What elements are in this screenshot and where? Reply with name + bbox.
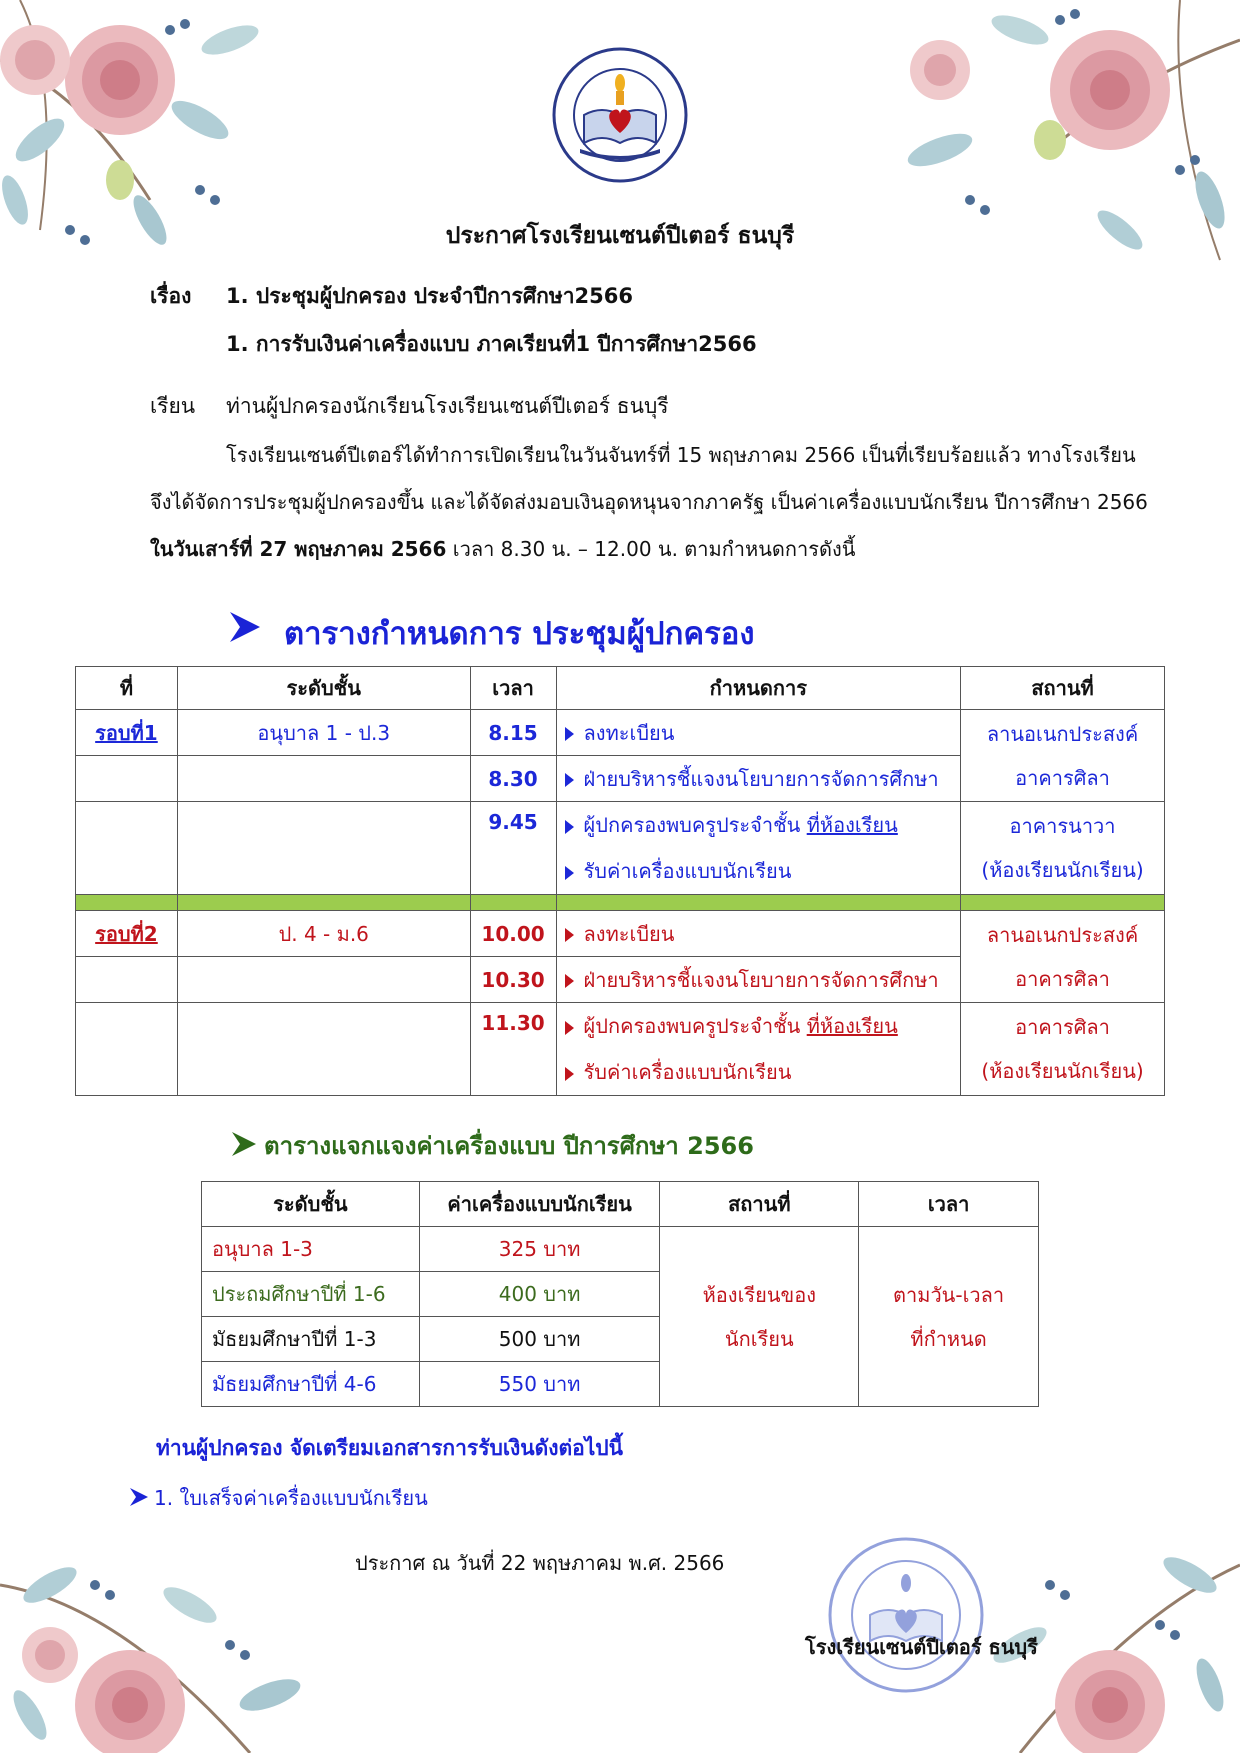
empty-cell <box>177 802 470 895</box>
fee-cell: 550 บาท <box>419 1362 660 1407</box>
time-cell: 11.30 <box>470 1003 556 1096</box>
meeting-schedule-table <box>75 666 1165 1096</box>
empty-cell <box>177 957 470 1003</box>
place-text: อาคารศิลา <box>1015 966 1110 991</box>
col-header-no: ที่ <box>76 667 178 710</box>
place-text: (ห้องเรียนนักเรียน) <box>981 1059 1144 1083</box>
empty-cell <box>76 756 178 802</box>
table-header-row <box>202 1182 1039 1227</box>
fee-cell: 325 บาท <box>419 1227 660 1272</box>
triangle-bullet-icon <box>565 1021 574 1035</box>
place-cell <box>961 710 1165 802</box>
time-cell: 10.00 <box>470 911 556 957</box>
fee-cell: 500 บาท <box>419 1317 660 1362</box>
time-text: ที่กำหนด <box>910 1326 987 1351</box>
announce-date: ประกาศ ณ วันที่ 22 พฤษภาคม พ.ศ. 2566 <box>355 1551 725 1575</box>
triangle-bullet-icon <box>565 866 574 880</box>
arrow-right-icon <box>228 610 262 644</box>
uniform-fee-table <box>201 1181 1039 1407</box>
separator-row <box>76 895 1165 911</box>
triangle-bullet-icon <box>565 928 574 942</box>
agenda-cell <box>556 756 961 802</box>
agenda-text-underline: ที่ห้องเรียน <box>806 1014 898 1038</box>
uniform-time-cell <box>859 1227 1039 1407</box>
uniform-heading <box>230 1126 754 1165</box>
col-header-place: สถานที่ <box>961 667 1165 710</box>
agenda-text: ผู้ปกครองพบครูประจำชั้น <box>583 813 807 837</box>
place-text: (ห้องเรียนนักเรียน) <box>981 858 1144 882</box>
round-1-level: อนุบาล 1 - ป.3 <box>177 710 470 756</box>
level-cell: มัธยมศึกษาปีที่ 1-3 <box>202 1317 420 1362</box>
body-text-2: เวลา 8.30 น. – 12.00 น. ตามกำหนดการดังนี้ <box>446 537 856 561</box>
col-header-level: ระดับชั้น <box>177 667 470 710</box>
table-row <box>76 710 1165 756</box>
col-header-level: ระดับชั้น <box>202 1182 420 1227</box>
page-title: ประกาศโรงเรียนเซนต์ปีเตอร์ ธนบุรี <box>445 223 795 249</box>
school-stamp <box>826 1535 986 1695</box>
col-header-time: เวลา <box>859 1182 1039 1227</box>
triangle-bullet-icon <box>565 820 574 834</box>
time-cell: 10.30 <box>470 957 556 1003</box>
time-text: ตามวัน-เวลา <box>893 1282 1005 1307</box>
table-row <box>202 1227 1039 1272</box>
table-header-row <box>76 667 1165 710</box>
empty-cell <box>177 1003 470 1096</box>
arrow-right-icon <box>128 1486 150 1508</box>
agenda-text: ลงทะเบียน <box>583 921 675 946</box>
col-header-time: เวลา <box>470 667 556 710</box>
table-row <box>76 911 1165 957</box>
agenda-cell <box>556 911 961 957</box>
col-header-fee: ค่าเครื่องแบบนักเรียน <box>419 1182 660 1227</box>
triangle-bullet-icon <box>565 727 574 741</box>
place-cell <box>961 1003 1165 1096</box>
empty-cell <box>76 1003 178 1096</box>
level-cell: ประถมศึกษาปีที่ 1-6 <box>202 1272 420 1317</box>
subject-item-2: 1. การรับเงินค่าเครื่องแบบ ภาคเรียนที่1 ปีการศึกษา2566 <box>226 332 757 356</box>
agenda-text: รับค่าเครื่องแบบนักเรียน <box>583 1060 792 1084</box>
uniform-heading-text: ตารางแจกแจงค่าเครื่องแบบ ปีการศึกษา 2566 <box>264 1132 754 1160</box>
col-header-agenda: กำหนดการ <box>556 667 961 710</box>
arrow-right-icon <box>230 1130 258 1158</box>
fee-cell: 400 บาท <box>419 1272 660 1317</box>
salutation-label: เรียน <box>150 394 196 418</box>
body-text-1: โรงเรียนเซนต์ปีเตอร์ได้ทำการเปิดเรียนในวันจันทร์ที่ 15 พฤษภาคม 2566 เป็นที่เรียบร้อยแล้ว ทางโรงเรียนจึงได้จัดการประชุมผู้ปกครองขึ้น และได้จัดส่งมอบเงินอุดหนุนจากภาครัฐ เป็นค่าเครื่องแบบนักเรียน ปีการศึกษา 2566 <box>150 443 1148 514</box>
triangle-bullet-icon <box>565 974 574 988</box>
body-paragraph <box>150 432 1155 573</box>
place-text: ลานอเนกประสงค์ <box>986 922 1139 947</box>
agenda-cell <box>556 957 961 1003</box>
school-logo <box>550 45 690 185</box>
empty-cell <box>76 802 178 895</box>
triangle-bullet-icon <box>565 773 574 787</box>
place-cell <box>961 911 1165 1003</box>
agenda-cell <box>556 802 961 895</box>
documents-item-text: 1. ใบเสร็จค่าเครื่องแบบนักเรียน <box>154 1486 428 1510</box>
place-text: ห้องเรียนของ <box>702 1282 816 1307</box>
place-text: อาคารศิลา <box>1015 765 1110 790</box>
empty-cell <box>76 957 178 1003</box>
schedule-heading <box>228 608 755 658</box>
round-2-label: รอบที่2 <box>76 911 178 957</box>
place-text: นักเรียน <box>724 1326 794 1351</box>
floral-decoration-bottom-left <box>0 1545 330 1753</box>
table-row <box>76 1003 1165 1096</box>
level-cell: อนุบาล 1-3 <box>202 1227 420 1272</box>
agenda-text: รับค่าเครื่องแบบนักเรียน <box>583 859 792 883</box>
table-row <box>76 802 1165 895</box>
place-text: ลานอเนกประสงค์ <box>986 721 1139 746</box>
col-header-place: สถานที่ <box>660 1182 859 1227</box>
round-1-label: รอบที่1 <box>76 710 178 756</box>
level-cell: มัธยมศึกษาปีที่ 4-6 <box>202 1362 420 1407</box>
agenda-text: ผู้ปกครองพบครูประจำชั้น <box>583 1014 807 1038</box>
agenda-cell <box>556 710 961 756</box>
salutation-text: ท่านผู้ปกครองนักเรียนโรงเรียนเซนต์ปีเตอร์ ธนบุรี <box>226 394 669 418</box>
place-text: อาคารศิลา <box>1015 1015 1110 1039</box>
time-cell: 9.45 <box>470 802 556 895</box>
documents-heading: ท่านผู้ปกครอง จัดเตรียมเอกสารการรับเงินดังต่อไปนี้ <box>156 1436 623 1460</box>
agenda-text: ลงทะเบียน <box>583 720 675 745</box>
agenda-text: ฝ่ายบริหารชี้แจงนโยบายการจัดการศึกษา <box>583 967 939 992</box>
round-2-level: ป. 4 - ม.6 <box>177 911 470 957</box>
body-text-bold: ในวันเสาร์ที่ 27 พฤษภาคม 2566 <box>150 537 447 561</box>
uniform-place-cell <box>660 1227 859 1407</box>
agenda-text-underline: ที่ห้องเรียน <box>806 813 898 837</box>
empty-cell <box>177 756 470 802</box>
schedule-heading-text: ตารางกำหนดการ ประชุมผู้ปกครอง <box>284 616 755 652</box>
place-cell <box>961 802 1165 895</box>
signature-school-name: โรงเรียนเซนต์ปีเตอร์ ธนบุรี <box>805 1635 1038 1659</box>
subject-item-1: 1. ประชุมผู้ปกครอง ประจำปีการศึกษา2566 <box>226 284 633 308</box>
triangle-bullet-icon <box>565 1067 574 1081</box>
time-cell: 8.15 <box>470 710 556 756</box>
agenda-cell <box>556 1003 961 1096</box>
time-cell: 8.30 <box>470 756 556 802</box>
agenda-text: ฝ่ายบริหารชี้แจงนโยบายการจัดการศึกษา <box>583 766 939 791</box>
subject-label: เรื่อง <box>150 284 192 308</box>
place-text: อาคารนาวา <box>1009 814 1116 838</box>
documents-item-1 <box>128 1482 428 1514</box>
